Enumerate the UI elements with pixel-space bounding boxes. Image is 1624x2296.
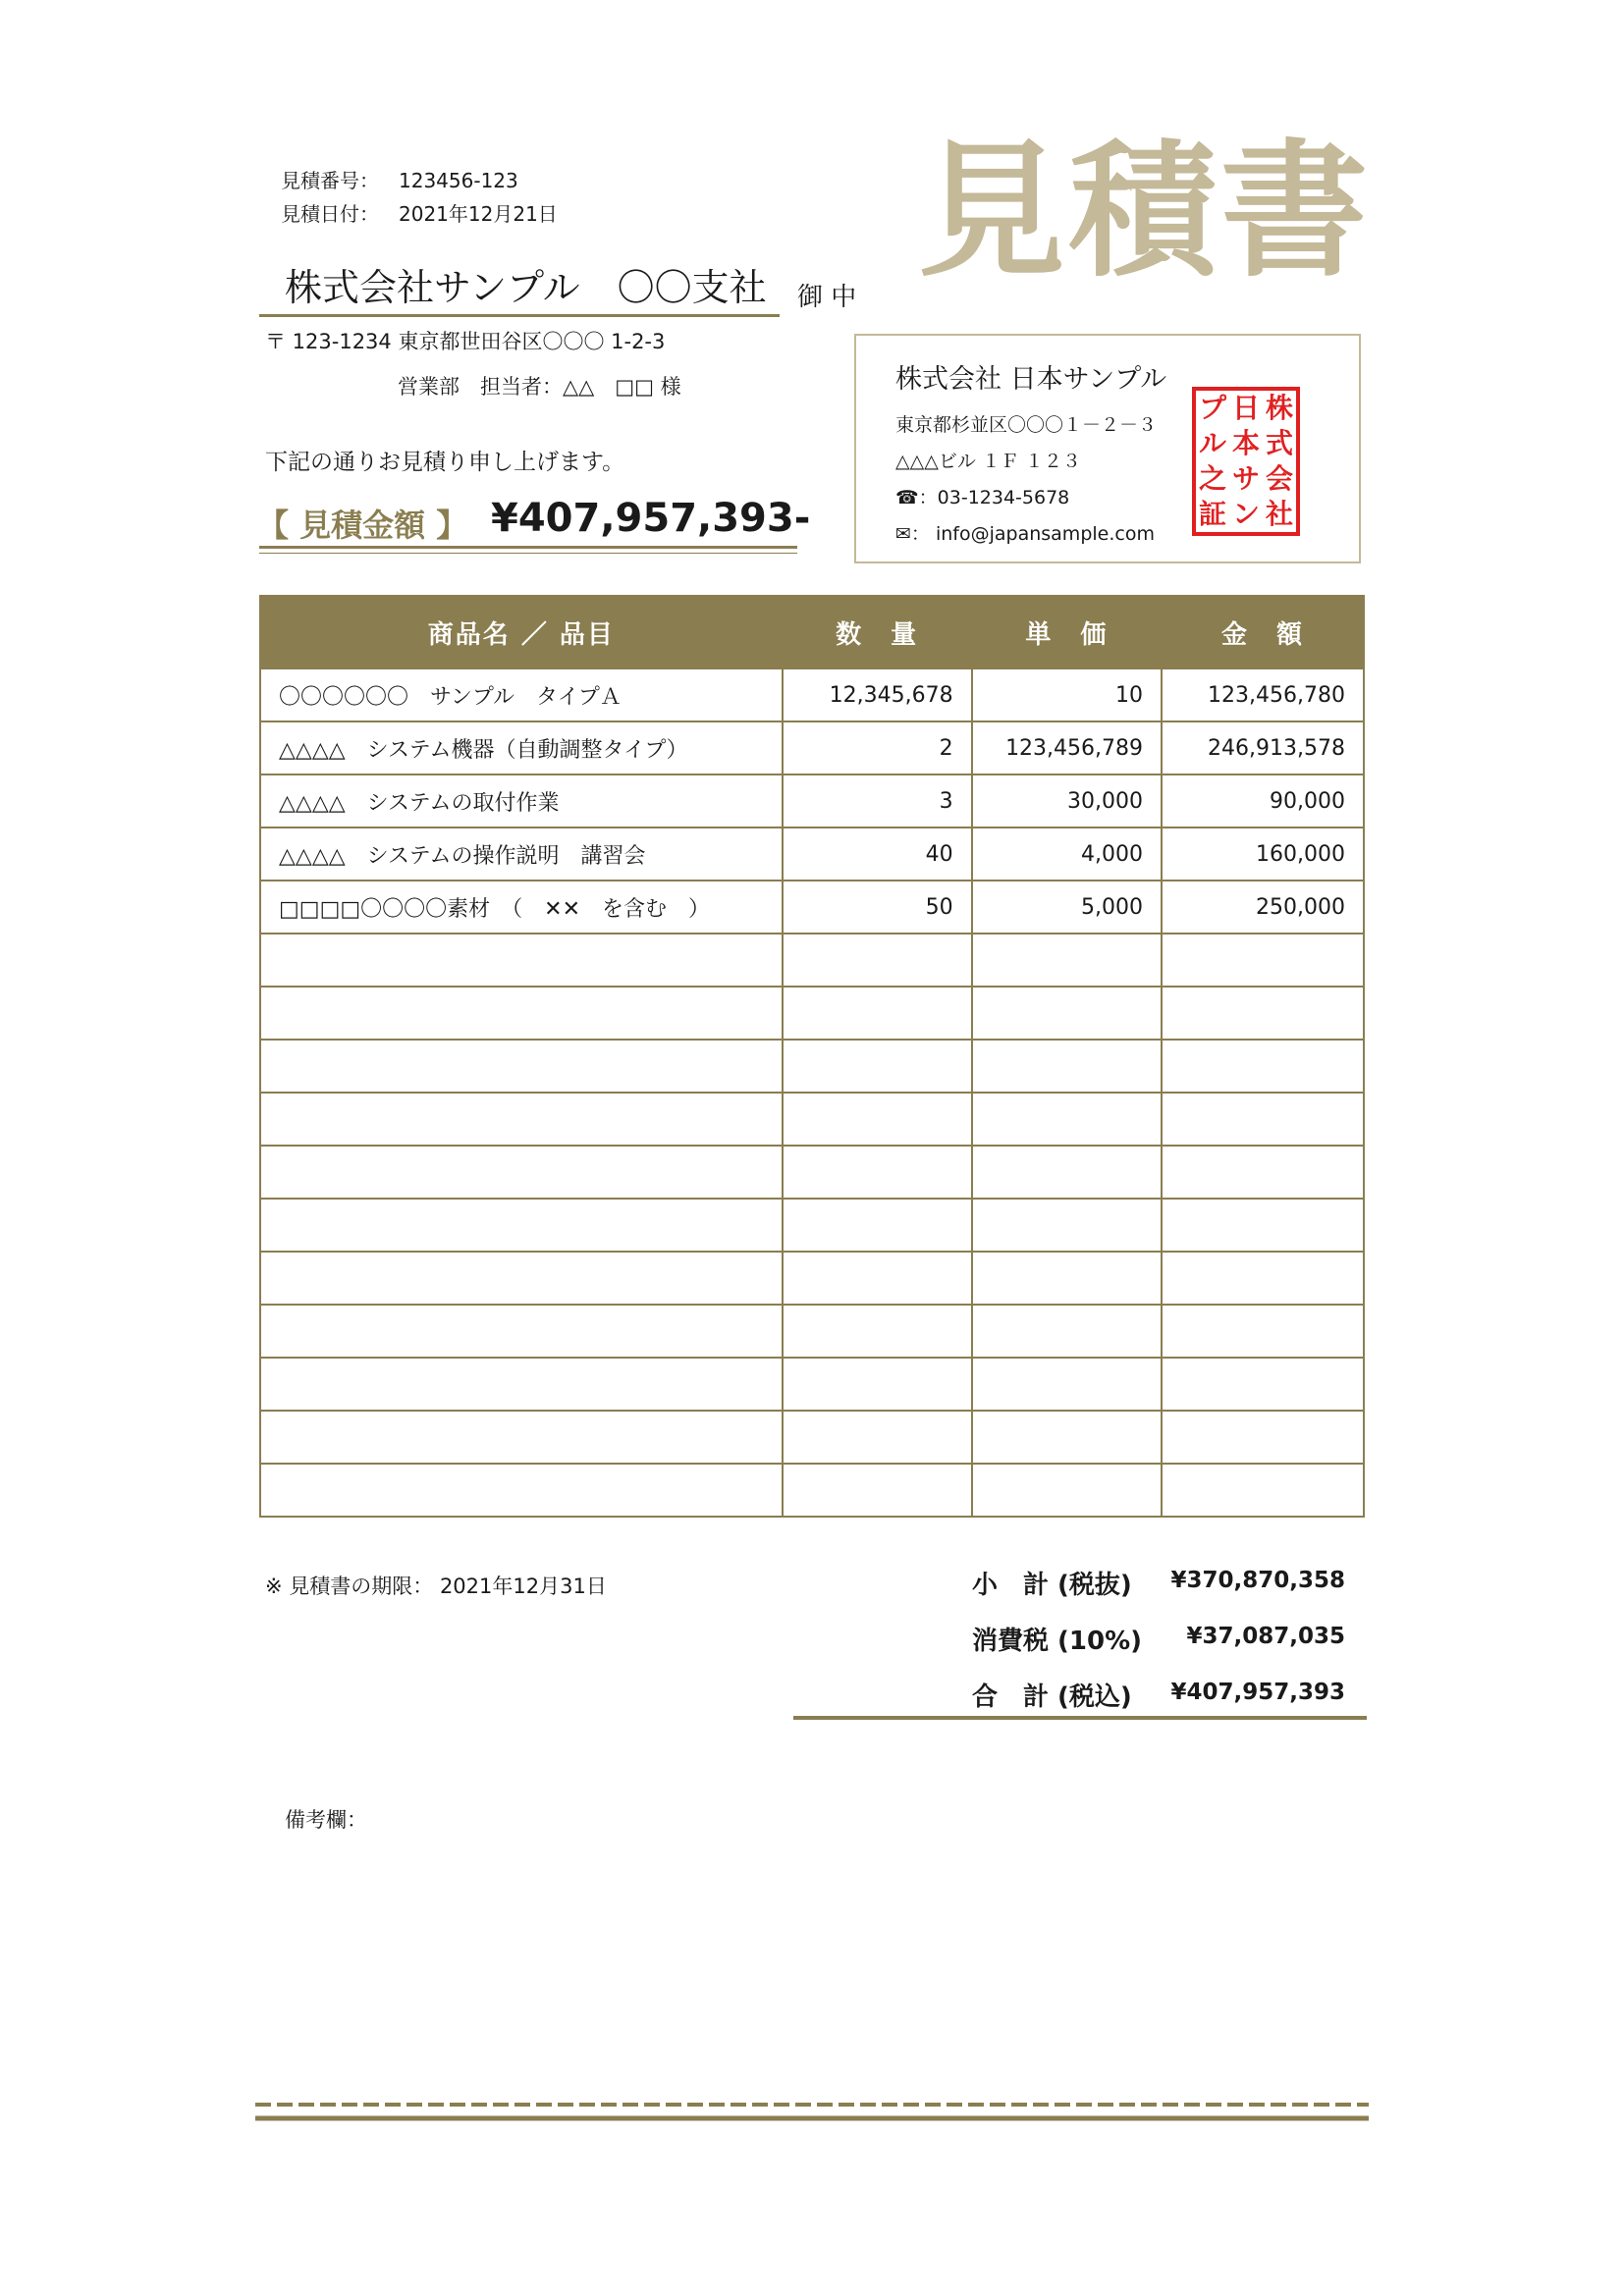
cell-amount xyxy=(1162,1252,1364,1305)
quote-number-line xyxy=(281,165,518,193)
total-label: 合 計 (税込) xyxy=(972,1682,1132,1712)
sender-phone-line xyxy=(895,483,1069,509)
cell-item xyxy=(260,1305,783,1358)
sender-address-2: △△△ビル １Ｆ １２３ xyxy=(895,451,1081,472)
cell-amount xyxy=(1162,987,1364,1040)
table-row xyxy=(260,1252,1364,1305)
recipient-honorific: 御 中 xyxy=(797,283,857,312)
stamp-char: ル xyxy=(1198,427,1226,459)
quote-date: 2021年12月21日 xyxy=(399,202,558,226)
cell-qty: 2 xyxy=(783,721,972,774)
table-row xyxy=(260,1305,1364,1358)
cell-amount: 250,000 xyxy=(1162,881,1364,934)
cell-amount xyxy=(1162,1411,1364,1464)
cell-item xyxy=(260,1358,783,1411)
cell-price: 4,000 xyxy=(972,828,1162,881)
quote-date-line xyxy=(281,198,558,227)
cell-price xyxy=(972,1252,1162,1305)
cell-item xyxy=(260,1040,783,1093)
stamp-char: 本 xyxy=(1231,427,1260,459)
quote-number-label: 見積番号： xyxy=(281,169,379,192)
cell-item xyxy=(260,934,783,987)
table-row xyxy=(260,774,1364,828)
cell-qty xyxy=(783,1199,972,1252)
cell-amount: 90,000 xyxy=(1162,774,1364,828)
cell-amount xyxy=(1162,934,1364,987)
cell-item: 〇〇〇〇〇〇 サンプル タイプＡ xyxy=(260,668,783,721)
quote-amount-label: 【 見積金額 】 xyxy=(257,507,468,544)
sender-name: 株式会社 日本サンプル xyxy=(895,364,1167,395)
subtotal-value: ¥370,870,358 xyxy=(1170,1568,1345,1593)
cell-price: 10 xyxy=(972,668,1162,721)
cell-item xyxy=(260,1252,783,1305)
header-price: 単 価 xyxy=(972,596,1162,668)
cell-price xyxy=(972,934,1162,987)
amount-underline-1 xyxy=(259,546,797,549)
cell-qty: 50 xyxy=(783,881,972,934)
cell-qty xyxy=(783,934,972,987)
cell-price xyxy=(972,987,1162,1040)
cell-item xyxy=(260,1199,783,1252)
cell-price: 5,000 xyxy=(972,881,1162,934)
recipient-contact: 営業部 担当者：△△ □□ 様 xyxy=(398,375,681,399)
sender-box xyxy=(854,334,1361,563)
cell-amount xyxy=(1162,1146,1364,1199)
subtotal-label: 小 計 (税抜) xyxy=(972,1571,1132,1600)
cell-item xyxy=(260,1093,783,1146)
table-header-row xyxy=(260,596,1364,668)
cell-qty: 40 xyxy=(783,828,972,881)
cell-amount: 246,913,578 xyxy=(1162,721,1364,774)
stamp-char: 日 xyxy=(1231,392,1260,424)
cell-amount xyxy=(1162,1305,1364,1358)
cell-item: □□□□〇〇〇〇素材 （ ✕✕ を含む ） xyxy=(260,881,783,934)
table-row xyxy=(260,1464,1364,1517)
intro-text: 下記の通りお見積り申し上げます。 xyxy=(265,450,625,475)
quote-deadline: ※ 見積書の期限： 2021年12月31日 xyxy=(265,1575,607,1598)
tax-value: ¥37,087,035 xyxy=(1186,1624,1345,1649)
cell-qty xyxy=(783,1040,972,1093)
table-row xyxy=(260,1093,1364,1146)
cell-price xyxy=(972,1040,1162,1093)
quote-amount-value: ¥407,957,393- xyxy=(491,496,811,541)
stamp-char: 証 xyxy=(1198,498,1226,530)
table-row xyxy=(260,828,1364,881)
mail-icon: ✉ xyxy=(895,523,911,545)
cell-qty xyxy=(783,1252,972,1305)
sender-address-1: 東京都杉並区〇〇〇１－２－３ xyxy=(895,414,1158,436)
cell-price xyxy=(972,1464,1162,1517)
header-item: 商品名 ／ 品目 xyxy=(260,596,783,668)
total-underline xyxy=(793,1716,1367,1720)
stamp-char: 株 xyxy=(1265,392,1293,424)
cell-qty xyxy=(783,1093,972,1146)
table-row xyxy=(260,668,1364,721)
cell-amount xyxy=(1162,1199,1364,1252)
cell-price xyxy=(972,1199,1162,1252)
cell-price xyxy=(972,1305,1162,1358)
cell-qty xyxy=(783,1305,972,1358)
stamp-char: サ xyxy=(1231,462,1260,495)
table-row xyxy=(260,721,1364,774)
cell-price xyxy=(972,1411,1162,1464)
table-row xyxy=(260,1411,1364,1464)
cell-item: △△△△ システムの取付作業 xyxy=(260,774,783,828)
decorative-footer-border xyxy=(255,2101,1369,2124)
total-value: ¥407,957,393 xyxy=(1170,1680,1345,1705)
cell-price: 123,456,789 xyxy=(972,721,1162,774)
items-body xyxy=(260,668,1364,1517)
cell-qty: 3 xyxy=(783,774,972,828)
cell-qty xyxy=(783,1464,972,1517)
phone-icon: ☎ xyxy=(895,487,919,508)
table-row xyxy=(260,881,1364,934)
header-amount: 金 額 xyxy=(1162,596,1364,668)
cell-amount xyxy=(1162,1464,1364,1517)
recipient-address: 〒 123-1234 東京都世田谷区〇〇〇 1-2-3 xyxy=(265,330,666,353)
cell-amount: 160,000 xyxy=(1162,828,1364,881)
table-row xyxy=(260,1358,1364,1411)
cell-item xyxy=(260,1146,783,1199)
cell-item xyxy=(260,1411,783,1464)
stamp-char: 会 xyxy=(1265,462,1293,495)
cell-price xyxy=(972,1093,1162,1146)
stamp-char: 式 xyxy=(1265,427,1293,459)
table-row xyxy=(260,1199,1364,1252)
table-row xyxy=(260,1146,1364,1199)
document-title: 見積書 xyxy=(918,125,1373,297)
company-seal-stamp xyxy=(1192,387,1300,536)
cell-qty: 12,345,678 xyxy=(783,668,972,721)
stamp-char: 之 xyxy=(1198,462,1226,495)
cell-amount xyxy=(1162,1040,1364,1093)
cell-amount xyxy=(1162,1093,1364,1146)
sender-email-line xyxy=(895,519,1155,546)
cell-amount: 123,456,780 xyxy=(1162,668,1364,721)
header-qty: 数 量 xyxy=(783,596,972,668)
items-table xyxy=(259,595,1365,1518)
cell-item xyxy=(260,987,783,1040)
remarks-label: 備考欄： xyxy=(285,1808,367,1832)
sender-email: ： info@japansample.com xyxy=(910,523,1155,545)
sender-phone: ：03-1234-5678 xyxy=(918,487,1070,508)
cell-qty xyxy=(783,1146,972,1199)
cell-qty xyxy=(783,987,972,1040)
cell-price: 30,000 xyxy=(972,774,1162,828)
cell-price xyxy=(972,1358,1162,1411)
cell-item xyxy=(260,1464,783,1517)
cell-item: △△△△ システム機器（自動調整タイプ） xyxy=(260,721,783,774)
recipient-name: 株式会社サンプル 〇〇支社 xyxy=(285,266,767,309)
stamp-char: 社 xyxy=(1265,498,1293,530)
table-row xyxy=(260,1040,1364,1093)
cell-qty xyxy=(783,1411,972,1464)
stamp-char: プ xyxy=(1198,392,1226,424)
stamp-char: ン xyxy=(1231,498,1260,530)
table-row xyxy=(260,934,1364,987)
recipient-underline xyxy=(259,314,780,317)
cell-amount xyxy=(1162,1358,1364,1411)
cell-item: △△△△ システムの操作説明 講習会 xyxy=(260,828,783,881)
cell-price xyxy=(972,1146,1162,1199)
amount-underline-2 xyxy=(259,553,797,554)
tax-label: 消費税 (10%) xyxy=(972,1627,1143,1656)
table-row xyxy=(260,987,1364,1040)
quote-date-label: 見積日付： xyxy=(281,202,379,226)
cell-qty xyxy=(783,1358,972,1411)
quote-number: 123456-123 xyxy=(399,169,518,192)
